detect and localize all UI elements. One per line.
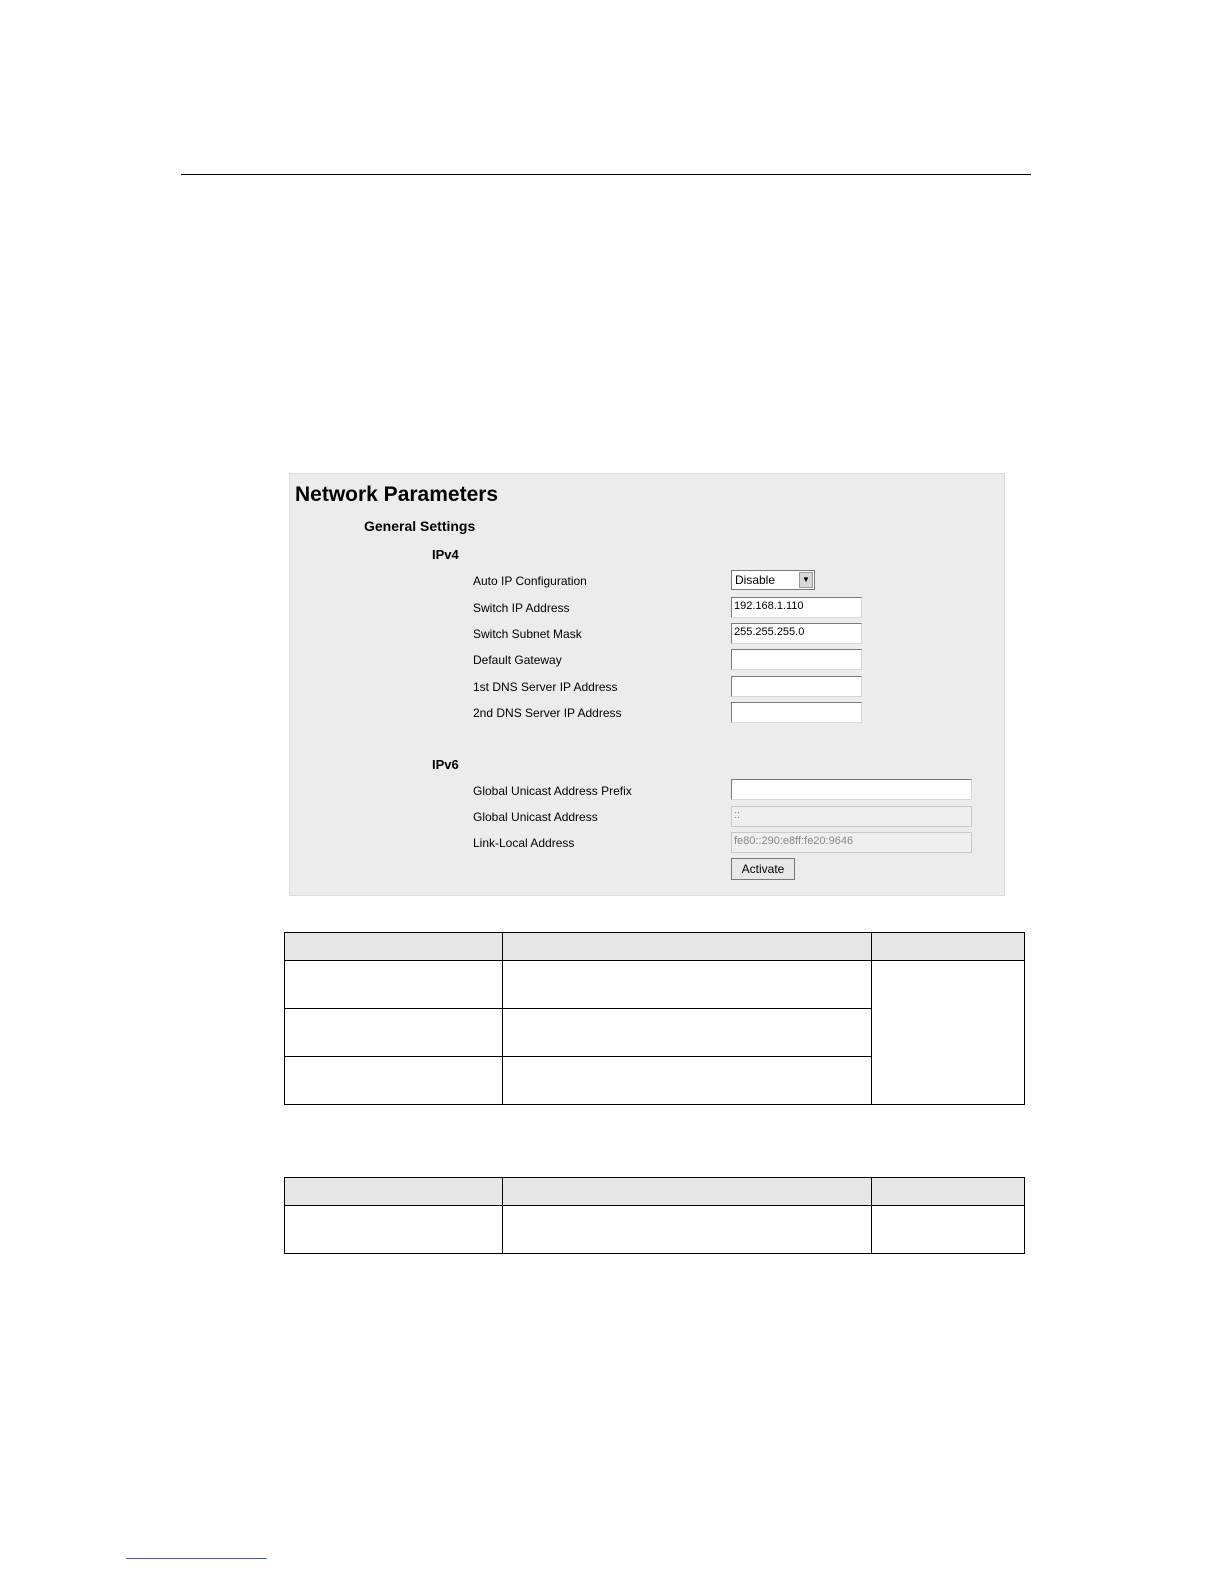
- dns2-input[interactable]: [731, 702, 862, 723]
- global-unicast-field: ::: [731, 806, 972, 827]
- table-header-cell: [285, 1178, 503, 1206]
- table-cell: [503, 1009, 872, 1057]
- table-header-row: [285, 1178, 1025, 1206]
- description-table-ipv4: [284, 932, 1025, 1105]
- activate-button[interactable]: Activate: [731, 858, 795, 880]
- table-cell: [503, 1206, 872, 1254]
- link-local-label: Link-Local Address: [473, 836, 575, 850]
- chevron-down-icon[interactable]: ▼: [799, 572, 813, 588]
- dns2-label: 2nd DNS Server IP Address: [473, 706, 622, 720]
- switch-ip-label: Switch IP Address: [473, 601, 570, 615]
- subnet-mask-input[interactable]: 255.255.255.0: [731, 623, 862, 644]
- auto-ip-selected-value: Disable: [735, 573, 776, 587]
- table-header-cell: [285, 933, 503, 961]
- gateway-label: Default Gateway: [473, 653, 562, 667]
- table-header-cell: [872, 933, 1025, 961]
- prefix-input[interactable]: [731, 779, 972, 800]
- table-header-row: [285, 933, 1025, 961]
- dns1-input[interactable]: [731, 676, 862, 697]
- table-row: [285, 961, 1025, 1009]
- ipv6-heading: IPv6: [432, 757, 459, 772]
- auto-ip-select[interactable]: [731, 570, 815, 590]
- header-rule: [181, 174, 1031, 175]
- dns1-label: 1st DNS Server IP Address: [473, 680, 618, 694]
- network-parameters-panel: [289, 473, 1005, 896]
- table-header-cell: [872, 1178, 1025, 1206]
- table-cell: [285, 961, 503, 1009]
- table-header-cell: [503, 933, 872, 961]
- global-unicast-label: Global Unicast Address: [473, 810, 598, 824]
- table-row: [285, 1206, 1025, 1254]
- page-title: Network Parameters: [295, 483, 499, 506]
- table-cell: [872, 961, 1025, 1105]
- gateway-input[interactable]: [731, 649, 862, 670]
- table-cell: [872, 1206, 1025, 1254]
- link-local-field: fe80::290:e8ff:fe20:9646: [731, 832, 972, 853]
- table-cell: [285, 1206, 503, 1254]
- auto-ip-label: Auto IP Configuration: [473, 574, 587, 588]
- switch-ip-input[interactable]: 192.168.1.110: [731, 597, 862, 618]
- table-cell: [285, 1057, 503, 1105]
- table-header-cell: [503, 1178, 872, 1206]
- section-title: General Settings: [364, 518, 476, 534]
- prefix-label: Global Unicast Address Prefix: [473, 784, 632, 798]
- subnet-mask-label: Switch Subnet Mask: [473, 627, 582, 641]
- footer-link-underline: [126, 1558, 267, 1559]
- table-cell: [503, 1057, 872, 1105]
- table-cell: [285, 1009, 503, 1057]
- table-cell: [503, 961, 872, 1009]
- description-table-ipv6: [284, 1177, 1025, 1254]
- ipv4-heading: IPv4: [432, 547, 459, 562]
